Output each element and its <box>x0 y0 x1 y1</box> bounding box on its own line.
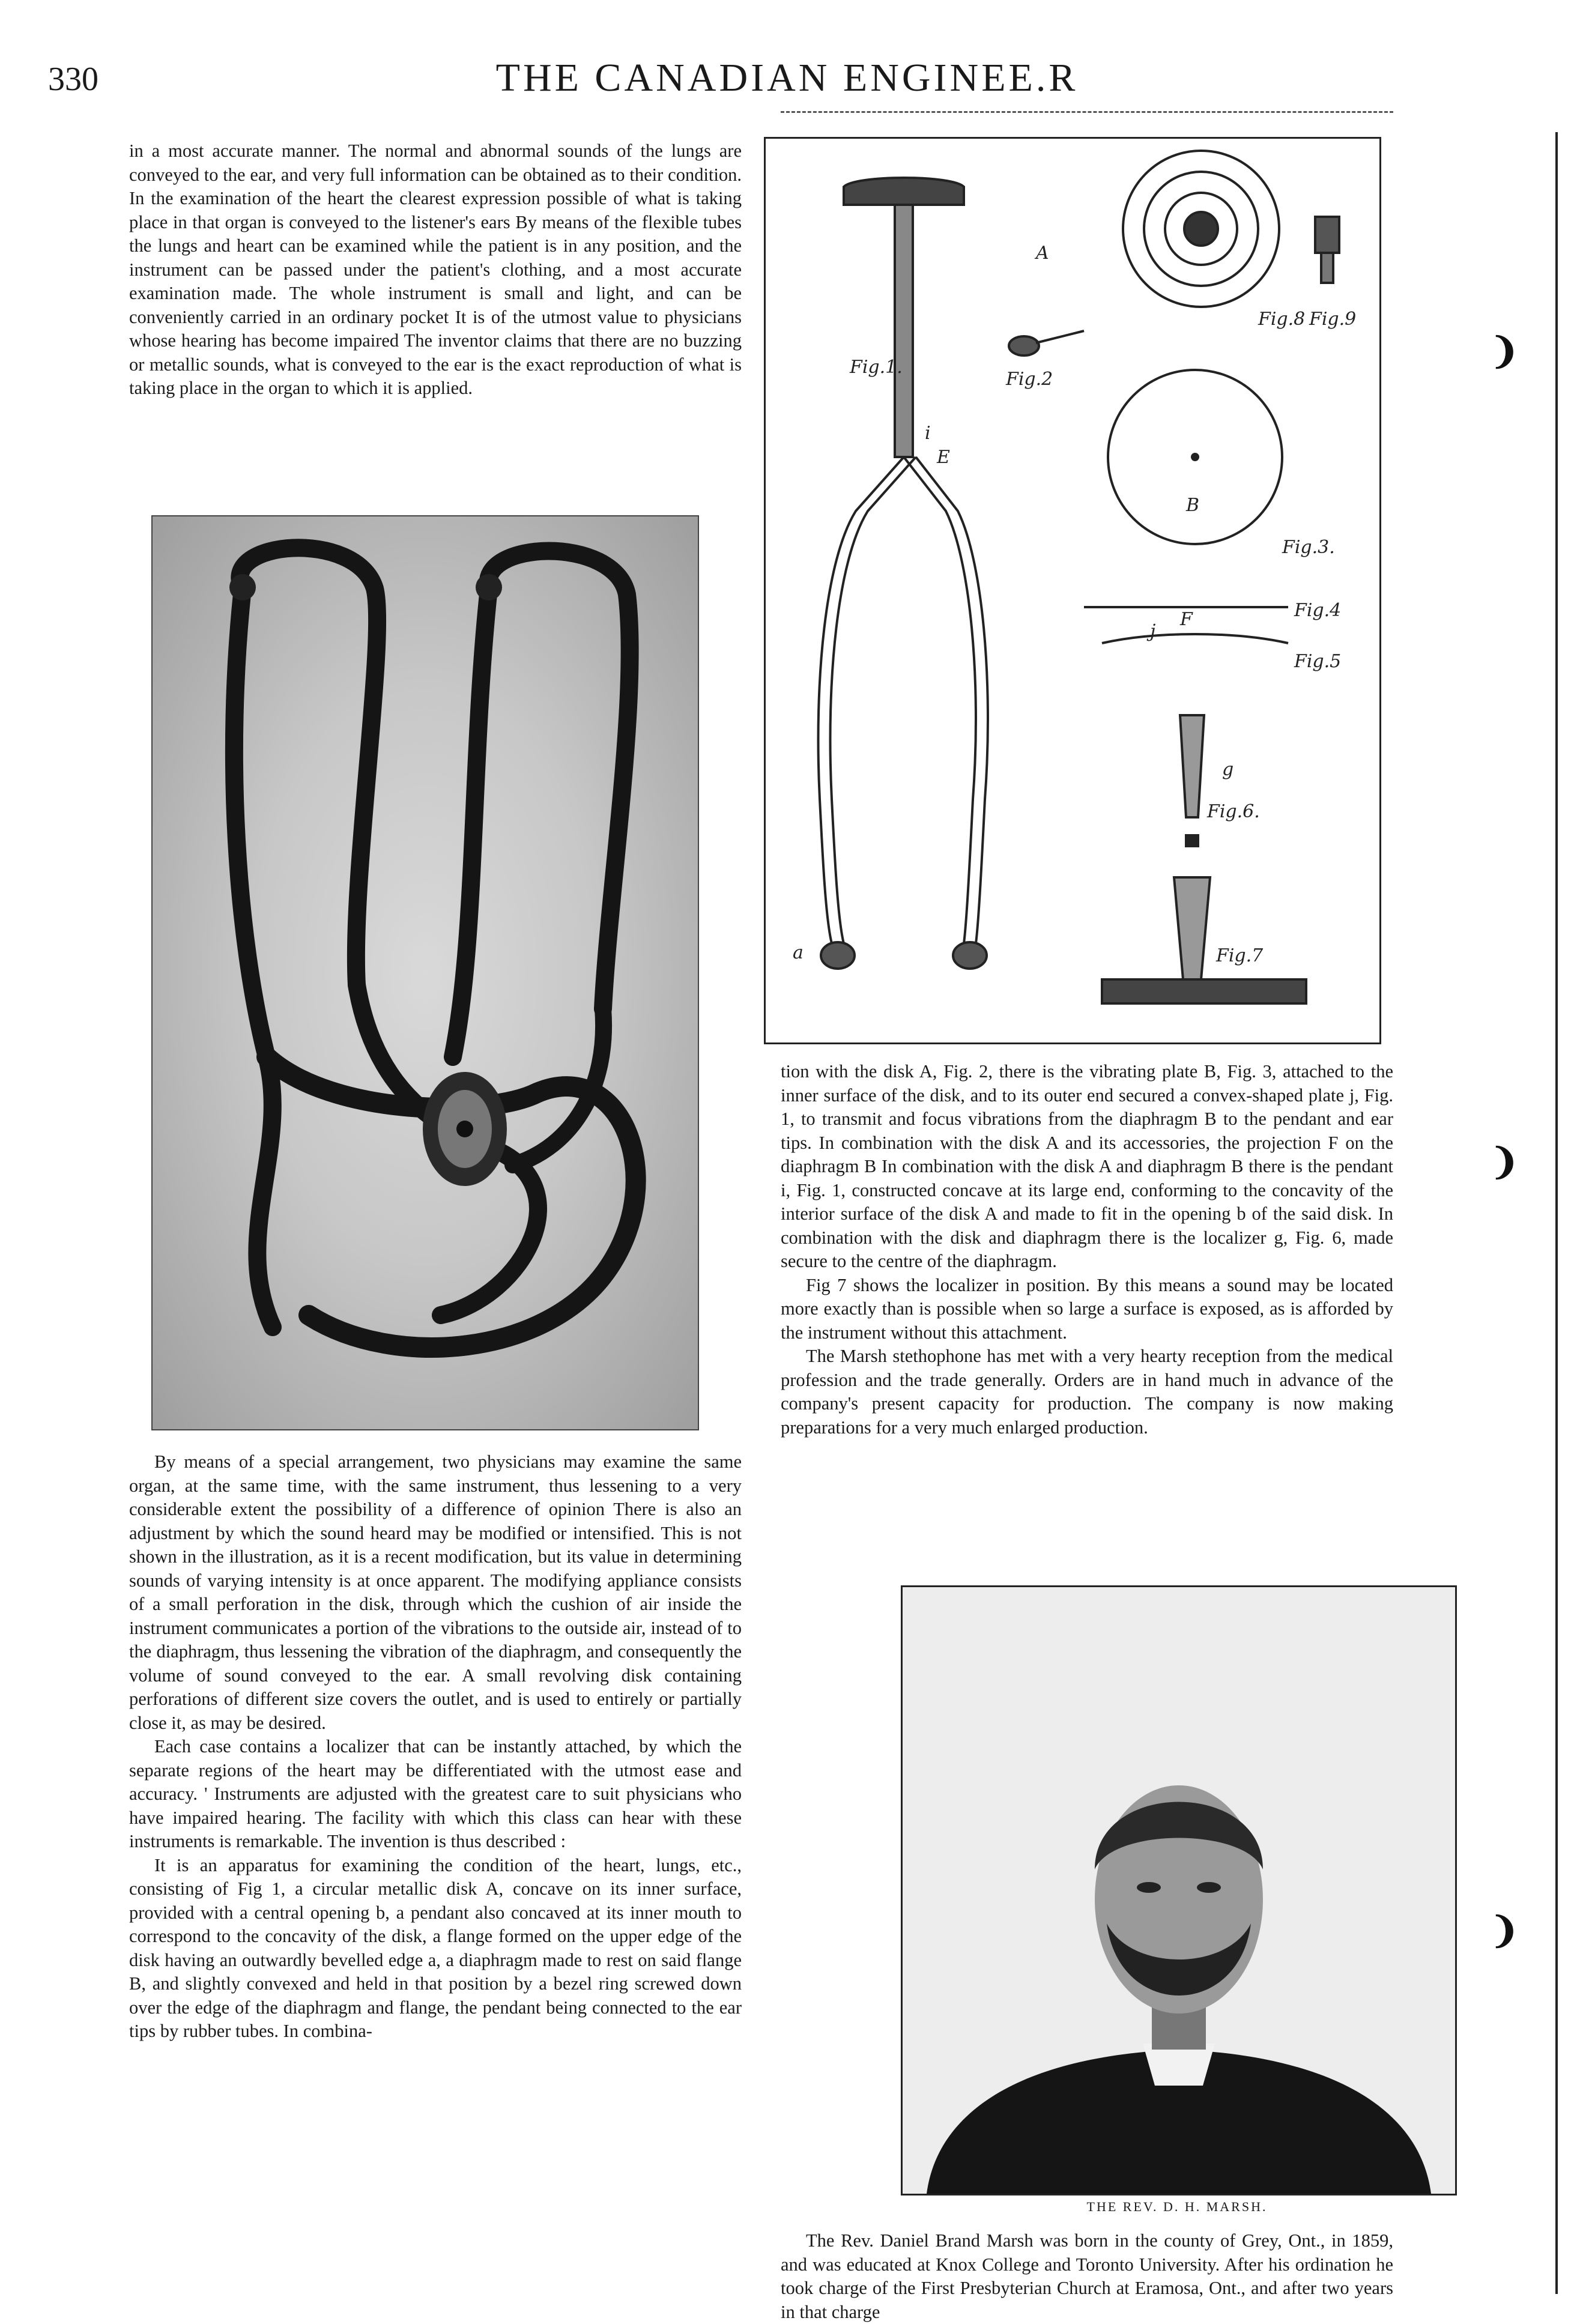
fig4-label: Fig.4 <box>1294 600 1342 621</box>
margin-mark: ❩ <box>1489 331 1520 371</box>
fig5-label: Fig.5 <box>1294 651 1342 672</box>
fig3-label: Fig.3. <box>1282 537 1335 558</box>
paragraph: Each case contains a localizer that can be instantly attached, by which the separate regions of the heart may be differentiated with the utmost ease and accuracy. ' Instruments are adjusted with the greatest care to suit physicians who have impaired hearing. The facility with which this class can hear with these instruments is remarkable. The invention is thus described : <box>129 1736 742 1851</box>
right-column-bio <box>781 2229 1393 2324</box>
right-column-text <box>781 1060 1393 1439</box>
fig6-label: Fig.6. <box>1207 801 1260 822</box>
stethoscope-illustration <box>153 516 698 1429</box>
fig7-label: Fig.7 <box>1216 945 1264 966</box>
paragraph: It is an apparatus for examining the condition of the heart, lungs, etc., consisting of Fig 1, a circular metallic disk A, concave on its inner surface, provided with a central opening b, a pendant also concaved at its inner mouth to correspond to the concavity of the disk, a flange formed on the upper edge of the disk having an outwardly bevelled edge a, a diaphragm made to rest on said flange B, and slightly convexed and held in that position by a bezel ring screwed down over the edge of the diaphragm and flange, the pendant being connected to the ear tips by rubber tubes. In combina- <box>129 1854 742 2041</box>
label-g: g <box>1222 759 1234 780</box>
label-a: A <box>1036 243 1049 264</box>
label-f: F <box>1180 609 1193 630</box>
portrait-caption: THE REV. D. H. MARSH. <box>1086 2199 1268 2214</box>
margin-mark: ❩ <box>1489 1142 1520 1182</box>
fig9-label: Fig.9 <box>1309 309 1357 330</box>
label-a-lower: a <box>793 942 804 963</box>
paragraph: Fig 7 shows the localizer in position. By this means a sound may be located more exactly than is possible when so large a surface is exposed, as is afforded by the instrument without this attachment. <box>781 1274 1393 1343</box>
fig1-label: Fig.1. <box>850 357 903 378</box>
patent-figures <box>766 139 1379 1042</box>
stethoscope-photograph <box>151 515 699 1430</box>
label-b: B <box>1186 495 1200 516</box>
page-number: 330 <box>48 61 98 98</box>
label-j: j <box>1150 621 1156 642</box>
header-rule <box>781 111 1393 113</box>
paragraph: in a most accurate manner. The normal and abnormal sounds of the lungs are conveyed to the ear, and very full information can be obtained as to their condition. In the examination of the heart the clearest expression possible of what is taking place in that organ is conveyed to the listener's ears By means of the flexible tubes the lungs and heart can be examined while the patient is in any position, and the instrument can be passed under the patient's clothing, and a most accurate examination made. The whole instrument is small and light, and can be conveniently carried in an ordinary pocket It is of the utmost value to physicians whose hearing has become impaired The inventor claims that there are no buzzing or metallic sounds, what is conveyed to the ear is the exact reproduction of what is taking place in the organ to which it is applied. <box>129 141 742 398</box>
left-column-bottom <box>129 1450 742 2044</box>
portrait-illustration <box>903 1587 1455 2194</box>
paragraph: The Marsh stethophone has met with a very hearty reception from the medical profession and the trade generally. Orders are in hand much in advance of the company's present capacity for production. The company is now making preparations for a very much enlarged production. <box>781 1346 1393 1438</box>
fig2-label: Fig.2 <box>1006 369 1053 390</box>
fig8-label: Fig.8 <box>1258 309 1306 330</box>
running-title: THE CANADIAN ENGINEE.R <box>495 56 1079 100</box>
paragraph: By means of a special arrangement, two physicians may examine the same organ, at the same time, with the same instrument, thus lessening to a very considerable extent the possibility of a difference of opinion There is also an adjustment by which the sound heard may be modified or intensified. This is not shown in the illustration, as it is a recent modification, but its value in determining sounds of varying intensity is at once apparent. The modifying appliance consists of a small perforation in the disk, through which the cushion of air inside the instrument communicates a portion of the vibrations to the outside air, instead of to the diaphragm, thus lessening the vibration of the diaphragm, and consequently the volume of sound conveyed to the ear. A small revolving disk containing perforations of different size covers the outlet, and is used to entirely or partially close it, as may be desired. <box>129 1451 742 1733</box>
portrait-photograph <box>901 1585 1457 2195</box>
label-e: E <box>937 447 950 468</box>
label-i: i <box>925 423 931 444</box>
patent-drawing <box>764 137 1381 1044</box>
margin-mark: ❩ <box>1489 1911 1520 1950</box>
left-column-top <box>129 139 742 401</box>
paragraph: The Rev. Daniel Brand Marsh was born in the county of Grey, Ont., in 1859, and was educated at Knox College and Toronto University. After his ordination he took charge of the First Presbyterian Church at Eramosa, Ont., and after two years in that charge <box>781 2230 1393 2322</box>
binding-edge <box>1555 132 1558 2294</box>
paragraph: tion with the disk A, Fig. 2, there is the vibrating plate B, Fig. 3, attached to the inner surface of the disk, and to its outer end secured a convex-shaped plate j, Fig. 1, to transmit and focus vibrations from the diaphragm B to the pendant and ear tips. In combination with the disk A and its accessories, the projection F on the diaphragm B In combination with the disk A and diaphragm B there is the pendant i, Fig. 1, constructed concave at its large end, conforming to the concavity of the interior surface of the disk A and made to fit in the opening b of the said disk. In combination with the disk and diaphragm there is the localizer g, Fig. 6, made secure to the centre of the diaphragm. <box>781 1061 1393 1271</box>
